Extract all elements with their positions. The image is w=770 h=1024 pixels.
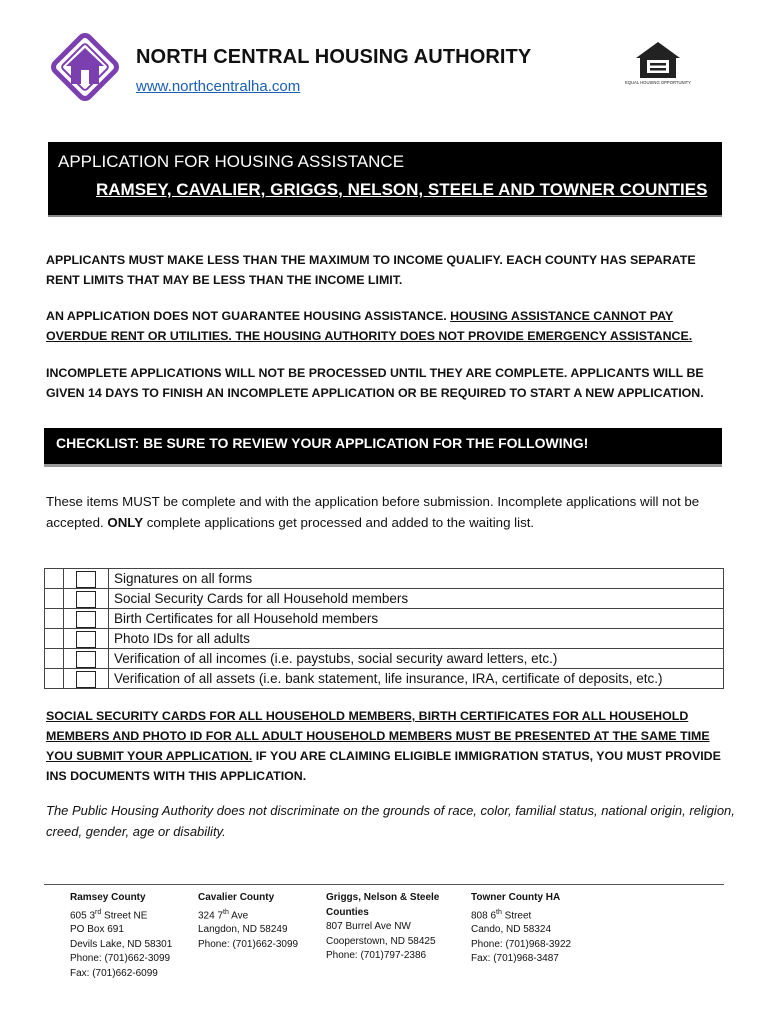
guarantee-notice: [46, 306, 726, 346]
office-city: Cooperstown, ND 58425: [326, 935, 436, 947]
checklist-note-b: ONLY: [107, 515, 144, 530]
office-po-box: PO Box 691: [70, 924, 124, 936]
guarantee-notice-a: AN APPLICATION DOES NOT GUARANTEE HOUSING ASSISTANCE.: [46, 309, 451, 323]
checklist-item: Verification of all assets (i.e. bank statement, life insurance, IRA, certificate of deposits, etc.): [109, 669, 724, 689]
checkbox-assets[interactable]: [76, 671, 96, 688]
checklist-item: Photo IDs for all adults: [109, 629, 724, 649]
documents-notice-underlined: SOCIAL SECURITY CARDS FOR ALL HOUSEHOLD MEMBERS, BIRTH CERTIFICATES FOR ALL HOUSEHOLD MEMBERS AND PHOTO ID FOR ALL ADULT HOUSEHOLD MEMBERS MUST BE PRESENTED AT THE SAME TIME YOU SUBMIT YOUR APPLICATION.: [46, 709, 710, 763]
footer-divider: [44, 884, 724, 885]
application-title: APPLICATION FOR HOUSING ASSISTANCE: [58, 152, 405, 171]
non-discrimination-statement: The Public Housing Authority does not discriminate on the grounds of race, color, familial status, national origin, religion, creed, gender, age or disability.: [46, 803, 735, 839]
checkbox-birth-certificates[interactable]: [76, 611, 96, 628]
office-phone: Phone: (701)968-3922: [471, 938, 572, 950]
website-link[interactable]: www.northcentralha.com: [136, 78, 301, 95]
office-name: Towner County HA: [471, 892, 561, 903]
office-phone: Phone: (701)662-3099: [70, 953, 171, 965]
checklist-note-a: These items MUST be complete and with the application before submission. Incomplete applications will not be accepted.: [46, 494, 700, 530]
checklist-item: Social Security Cards for all Household members: [109, 589, 724, 609]
office-street: 324 7th Ave: [198, 908, 249, 921]
checklist-heading-bar: [44, 428, 722, 467]
office-city: Cando, ND 58324: [471, 924, 552, 936]
incomplete-notice: INCOMPLETE APPLICATIONS WILL NOT BE PROCESSED UNTIL THEY ARE COMPLETE. APPLICANTS WILL BE GIVEN 14 DAYS TO FINISH AN INCOMPLETE APPLICATION OR BE REQUIRED TO START A NEW APPLICATION.: [46, 366, 704, 400]
checklist-row: [45, 609, 724, 629]
office-phone: Phone: (701)797-2386: [326, 950, 427, 961]
office-street: 605 3rd Street NE: [70, 908, 148, 921]
office-cavalier: [198, 891, 318, 952]
house-diamond-icon: [44, 26, 126, 108]
documents-notice: [46, 706, 736, 786]
application-title-banner: [48, 142, 722, 217]
documents-notice-rest: IF YOU ARE CLAIMING ELIGIBLE IMMIGRATION STATUS, YOU MUST PROVIDE INS DOCUMENTS WITH THIS APPLICATION.: [46, 749, 721, 783]
office-name: Griggs, Nelson & Steele Counties: [326, 892, 440, 918]
checkbox-incomes[interactable]: [76, 651, 96, 668]
guarantee-notice-b: HOUSING ASSISTANCE CANNOT PAY OVERDUE RENT OR UTILITIES. THE HOUSING AUTHORITY DOES NOT PROVIDE EMERGENCY ASSISTANCE.: [46, 309, 693, 343]
checkbox-photo-ids[interactable]: [76, 631, 96, 648]
office-name: Ramsey County: [70, 892, 146, 903]
checklist-heading: CHECKLIST: BE SURE TO REVIEW YOUR APPLICATION FOR THE FOLLOWING!: [56, 435, 589, 451]
office-name: Cavalier County: [198, 892, 275, 903]
equal-housing-opportunity-icon: [624, 38, 692, 90]
checklist-row: [45, 629, 724, 649]
office-ramsey: [70, 891, 190, 981]
checkbox-social-security[interactable]: [76, 591, 96, 608]
eho-text: EQUAL HOUSING OPPORTUNITY: [624, 80, 692, 85]
office-fax: Fax: (701)662-6099: [70, 967, 158, 979]
office-street: 808 6th Street: [471, 908, 532, 921]
office-fax: Fax: (701)968-3487: [471, 953, 559, 965]
checklist-row: [45, 669, 724, 689]
checklist-row: [45, 649, 724, 669]
org-name: NORTH CENTRAL HOUSING AUTHORITY: [136, 46, 532, 68]
checklist-item: Birth Certificates for all Household members: [109, 609, 724, 629]
checklist-note-c: complete applications get processed and added to the waiting list.: [143, 515, 535, 530]
checklist-table: [44, 568, 724, 689]
office-phone: Phone: (701)662-3099: [198, 938, 299, 950]
office-city: Devils Lake, ND 58301: [70, 938, 173, 950]
checklist-row: [45, 589, 724, 609]
office-towner: [471, 891, 601, 967]
checkbox-signatures[interactable]: [76, 571, 96, 588]
office-griggs-nelson-steele: [326, 891, 452, 964]
checklist-item: Verification of all incomes (i.e. paystubs, social security award letters, etc.): [109, 649, 724, 669]
checklist-note: [46, 491, 736, 533]
office-street: 807 Burrel Ave NW: [326, 921, 411, 932]
counties-title: RAMSEY, CAVALIER, GRIGGS, NELSON, STEELE AND TOWNER COUNTIES: [96, 180, 708, 199]
income-notice: APPLICANTS MUST MAKE LESS THAN THE MAXIMUM TO INCOME QUALIFY. EACH COUNTY HAS SEPARATE RENT LIMITS THAT MAY BE LESS THAN THE INCOME LIMIT.: [46, 253, 696, 287]
checklist-item: Signatures on all forms: [109, 569, 724, 589]
checklist-row: [45, 569, 724, 589]
office-city: Langdon, ND 58249: [198, 924, 288, 936]
